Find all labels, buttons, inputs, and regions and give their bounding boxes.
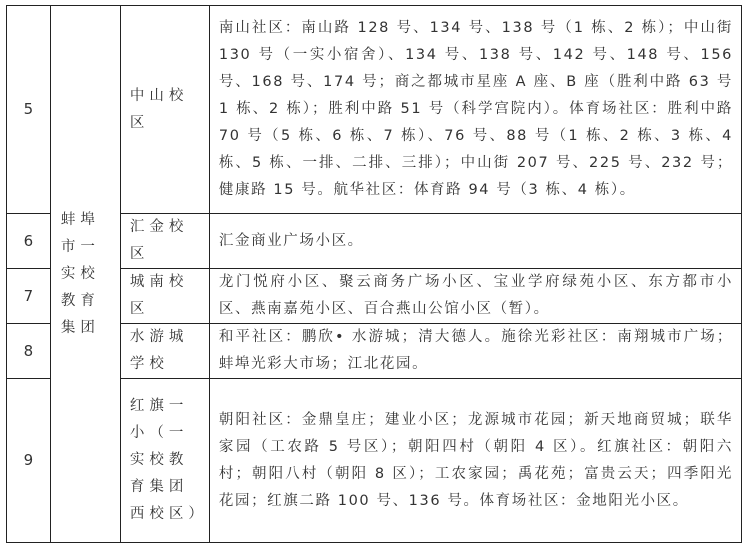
enrollment-area: 南山社区：南山路 128 号、134 号、138 号（1 栋、2 栋）；中山街 130 号（一实小宿舍）、134 号、138 号、142 号、148 号、156 号、168 号、174 号；商之都城市星座 A 座、B 座（胜利中路 63 号 1 栋、2 栋）；胜利中路 51 号（科学宫院内）。体育场社区：胜利中路 70 号（5 栋、6 栋、7 栋）、76 号、88 号（1 栋、2 栋、3 栋、4 栋、5 栋、一排、二排、三排）；中山街 207 号、225 号、232 号；健康路 15 号。航华社区：体育路 94 号（3 栋、4 栋）。 [209, 6, 741, 214]
row-number: 8 [7, 324, 51, 379]
school-name: 红旗一小（一实校教育集团西校区） [120, 379, 209, 543]
table-row [7, 6, 742, 214]
school-name: 中山校区 [120, 6, 209, 214]
enrollment-area: 和平社区：鹏欣• 水游城；清大德人。施徐光彩社区：南翔城市广场；蚌埠光彩大市场；江北花园。 [209, 324, 741, 379]
school-name: 汇金校区 [120, 214, 209, 269]
school-district-table [6, 5, 742, 543]
enrollment-area: 朝阳社区：金鼎皇庄；建业小区；龙源城市花园；新天地商贸城；联华家园（工农路 5 号区）；朝阳四村（朝阳 4 区）。红旗社区：朝阳六村；朝阳八村（朝阳 8 区）；工农家园；禹花苑；富贵云天；四季阳光花园；红旗二路 100 号、136 号。体育场社区：金地阳光小区。 [209, 379, 741, 543]
enrollment-area: 汇金商业广场小区。 [209, 214, 741, 269]
row-number: 7 [7, 269, 51, 324]
row-number: 9 [7, 379, 51, 543]
row-number: 5 [7, 6, 51, 214]
school-name: 水游城学校 [120, 324, 209, 379]
row-number: 6 [7, 214, 51, 269]
enrollment-area: 龙门悦府小区、聚云商务广场小区、宝业学府绿苑小区、东方都市小区、燕南嘉苑小区、百合燕山公馆小区（暂）。 [209, 269, 741, 324]
school-name: 城南校区 [120, 269, 209, 324]
school-group: 蚌埠市一实校教育集团 [50, 6, 120, 543]
